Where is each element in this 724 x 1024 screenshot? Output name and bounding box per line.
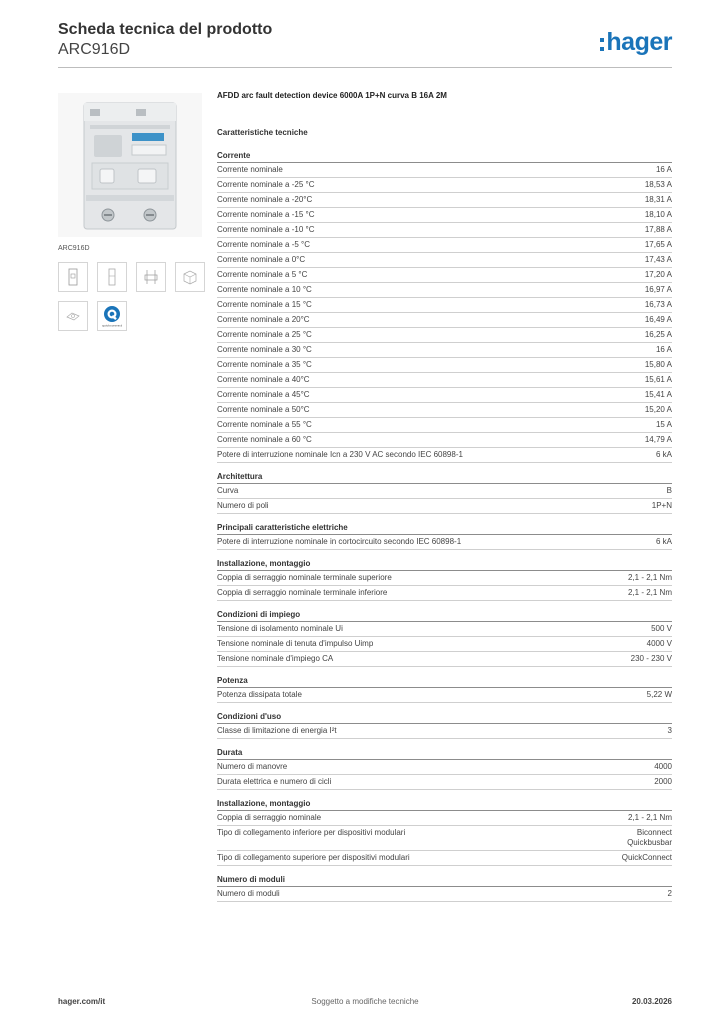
spec-row xyxy=(217,433,672,448)
spec-value: 4000 xyxy=(654,762,672,771)
spec-sections xyxy=(217,150,672,902)
spec-label: Corrente nominale a 40°C xyxy=(217,375,310,384)
spec-row xyxy=(217,178,672,193)
spec-section xyxy=(217,609,672,667)
spec-section xyxy=(217,711,672,739)
spec-row xyxy=(217,760,672,775)
spec-row xyxy=(217,373,672,388)
document-title: Scheda tecnica del prodotto xyxy=(58,21,273,38)
spec-value: 500 V xyxy=(651,624,672,633)
spec-row xyxy=(217,571,672,586)
spec-label: Tensione di isolamento nominale Ui xyxy=(217,624,343,633)
spec-value: 15 A xyxy=(655,420,672,429)
spec-row xyxy=(217,298,672,313)
quickconnect-badge-icon[interactable] xyxy=(97,301,127,331)
spec-row xyxy=(217,163,672,178)
spec-section xyxy=(217,747,672,790)
spec-value: 16,25 A xyxy=(644,330,672,339)
spec-row xyxy=(217,253,672,268)
drawing-side-icon[interactable] xyxy=(97,262,127,292)
spec-heading: Caratteristiche tecniche xyxy=(217,128,308,137)
spec-value: 15,61 A xyxy=(644,375,672,384)
spec-value: 16,49 A xyxy=(644,315,672,324)
spec-row xyxy=(217,887,672,902)
spec-row xyxy=(217,811,672,826)
spec-value: 2,1 - 2,1 Nm xyxy=(627,588,672,597)
drawing-front-icon[interactable] xyxy=(58,262,88,292)
wiring-diagram-icon[interactable] xyxy=(136,262,166,292)
spec-row xyxy=(217,343,672,358)
spec-row xyxy=(217,586,672,601)
spec-label: Corrente nominale a 30 °C xyxy=(217,345,312,354)
spec-value: 2,1 - 2,1 Nm xyxy=(627,573,672,582)
spec-value: 4000 V xyxy=(646,639,672,648)
spec-label: Coppia di serraggio nominale xyxy=(217,813,322,822)
spec-label: Corrente nominale a 5 °C xyxy=(217,270,308,279)
badge-caption: quickconnect xyxy=(102,323,122,328)
spec-value: 15,41 A xyxy=(644,390,672,399)
section-title: Numero di moduli xyxy=(217,874,672,887)
spec-label: Corrente nominale a -10 °C xyxy=(217,225,315,234)
spec-row xyxy=(217,484,672,499)
spec-row xyxy=(217,535,672,550)
spec-section xyxy=(217,471,672,514)
spec-row xyxy=(217,283,672,298)
spec-row xyxy=(217,238,672,253)
spec-label: Corrente nominale a 20°C xyxy=(217,315,310,324)
spec-value: 5,22 W xyxy=(646,690,672,699)
spec-label: Corrente nominale a 60 °C xyxy=(217,435,312,444)
spec-label: Curva xyxy=(217,486,239,495)
spec-row xyxy=(217,208,672,223)
spec-label: Corrente nominale a 50°C xyxy=(217,405,310,414)
spec-label: Durata elettrica e numero di cicli xyxy=(217,777,332,786)
spec-label: Tipo di collegamento inferiore per dispositivi modulari xyxy=(217,828,406,837)
footer-website[interactable]: hager.com/it xyxy=(58,997,106,1006)
spec-value: 2000 xyxy=(654,777,672,786)
spec-row xyxy=(217,826,672,851)
spec-section xyxy=(217,522,672,550)
spec-row xyxy=(217,499,672,514)
spec-row xyxy=(217,328,672,343)
spec-value: 18,53 A xyxy=(644,180,672,189)
spec-section xyxy=(217,874,672,902)
spec-label: Coppia di serraggio nominale terminale inferiore xyxy=(217,588,388,597)
section-title: Installazione, montaggio xyxy=(217,798,672,811)
spec-label: Corrente nominale a 0°C xyxy=(217,255,306,264)
spec-label: Corrente nominale a -5 °C xyxy=(217,240,311,249)
hager-logo xyxy=(600,28,672,56)
spec-section xyxy=(217,150,672,463)
spec-row xyxy=(217,688,672,703)
spec-label: Corrente nominale xyxy=(217,165,283,174)
spec-value: 18,31 A xyxy=(644,195,672,204)
spec-row xyxy=(217,851,672,866)
section-title: Corrente xyxy=(217,150,672,163)
spec-value: 16 A xyxy=(655,345,672,354)
spec-label: Corrente nominale a 35 °C xyxy=(217,360,312,369)
spec-label: Coppia di serraggio nominale terminale superiore xyxy=(217,573,392,582)
spec-value: 14,79 A xyxy=(644,435,672,444)
spec-label: Corrente nominale a 10 °C xyxy=(217,285,312,294)
spec-label: Numero di manovre xyxy=(217,762,288,771)
spec-value: 6 kA xyxy=(655,450,672,459)
spec-label: Corrente nominale a -25 °C xyxy=(217,180,315,189)
page-header xyxy=(58,20,672,68)
footer-notice: Soggetto a modifiche tecniche xyxy=(311,997,419,1006)
spec-value: 16 A xyxy=(655,165,672,174)
spec-row xyxy=(217,403,672,418)
spec-label: Potenza dissipata totale xyxy=(217,690,302,699)
spec-value: 18,10 A xyxy=(644,210,672,219)
drawing-3d-icon[interactable] xyxy=(175,262,205,292)
spec-value: 17,88 A xyxy=(644,225,672,234)
spec-label: Corrente nominale a 55 °C xyxy=(217,420,312,429)
product-description: AFDD arc fault detection device 6000A 1P+N curva B 16A 2M xyxy=(217,91,447,100)
spec-label: Tensione nominale d'impiego CA xyxy=(217,654,334,663)
section-title: Potenza xyxy=(217,675,672,688)
spec-label: Potere di interruzione nominale Icn a 230 V AC secondo IEC 60898-1 xyxy=(217,450,463,459)
spec-value: 2,1 - 2,1 Nm xyxy=(627,813,672,822)
spec-row xyxy=(217,418,672,433)
spec-row xyxy=(217,448,672,463)
footer-date: 20.03.2026 xyxy=(631,997,672,1006)
spec-row xyxy=(217,388,672,403)
spec-value: QuickConnect xyxy=(621,853,672,862)
section-title: Condizioni di impiego xyxy=(217,609,672,622)
spec-value: 2 xyxy=(667,889,672,898)
spec-row xyxy=(217,223,672,238)
section-title: Durata xyxy=(217,747,672,760)
spec-value: B xyxy=(666,486,672,495)
spec-value: Biconnect Quickbusbar xyxy=(627,828,672,847)
section-title: Condizioni d'uso xyxy=(217,711,672,724)
spec-section xyxy=(217,798,672,866)
spec-value: 17,65 A xyxy=(644,240,672,249)
spec-label: Corrente nominale a -15 °C xyxy=(217,210,315,219)
spec-value: 1P+N xyxy=(651,501,672,510)
spec-value: 16,97 A xyxy=(644,285,672,294)
spec-row xyxy=(217,622,672,637)
spec-row xyxy=(217,775,672,790)
drawing-detail-icon[interactable] xyxy=(58,301,88,331)
specification-panel xyxy=(217,90,672,902)
spec-row xyxy=(217,637,672,652)
logo-mark-icon xyxy=(600,38,604,51)
spec-row xyxy=(217,313,672,328)
spec-label: Potere di interruzione nominale in cortocircuito secondo IEC 60898-1 xyxy=(217,537,462,546)
spec-value: 230 - 230 V xyxy=(630,654,672,663)
spec-label: Tipo di collegamento superiore per dispositivi modulari xyxy=(217,853,410,862)
spec-value: 17,43 A xyxy=(644,255,672,264)
product-photo xyxy=(58,93,202,237)
section-title: Installazione, montaggio xyxy=(217,558,672,571)
spec-row xyxy=(217,193,672,208)
spec-label: Corrente nominale a 15 °C xyxy=(217,300,312,309)
spec-value: 15,20 A xyxy=(644,405,672,414)
section-title: Architettura xyxy=(217,471,672,484)
section-title: Principali caratteristiche elettriche xyxy=(217,522,672,535)
spec-label: Numero di moduli xyxy=(217,889,280,898)
spec-value: 16,73 A xyxy=(644,300,672,309)
spec-value: 3 xyxy=(667,726,672,735)
spec-section xyxy=(217,558,672,601)
spec-value: 6 kA xyxy=(655,537,672,546)
spec-label: Corrente nominale a 25 °C xyxy=(217,330,312,339)
spec-row xyxy=(217,268,672,283)
spec-row xyxy=(217,358,672,373)
spec-label: Corrente nominale a 45°C xyxy=(217,390,310,399)
spec-label: Corrente nominale a -20°C xyxy=(217,195,313,204)
spec-section xyxy=(217,675,672,703)
spec-value: 17,20 A xyxy=(644,270,672,279)
product-code: ARC916D xyxy=(58,41,131,58)
spec-value: 15,80 A xyxy=(644,360,672,369)
spec-label: Classe di limitazione di energia I²t xyxy=(217,726,337,735)
logo-text: hager xyxy=(606,28,672,56)
spec-label: Numero di poli xyxy=(217,501,269,510)
spec-label: Tensione nominale di tenuta d'impulso Uimp xyxy=(217,639,374,648)
spec-row xyxy=(217,724,672,739)
spec-row xyxy=(217,652,672,667)
photo-caption: ARC916D xyxy=(58,245,90,252)
circuit-breaker-illustration xyxy=(82,99,178,231)
